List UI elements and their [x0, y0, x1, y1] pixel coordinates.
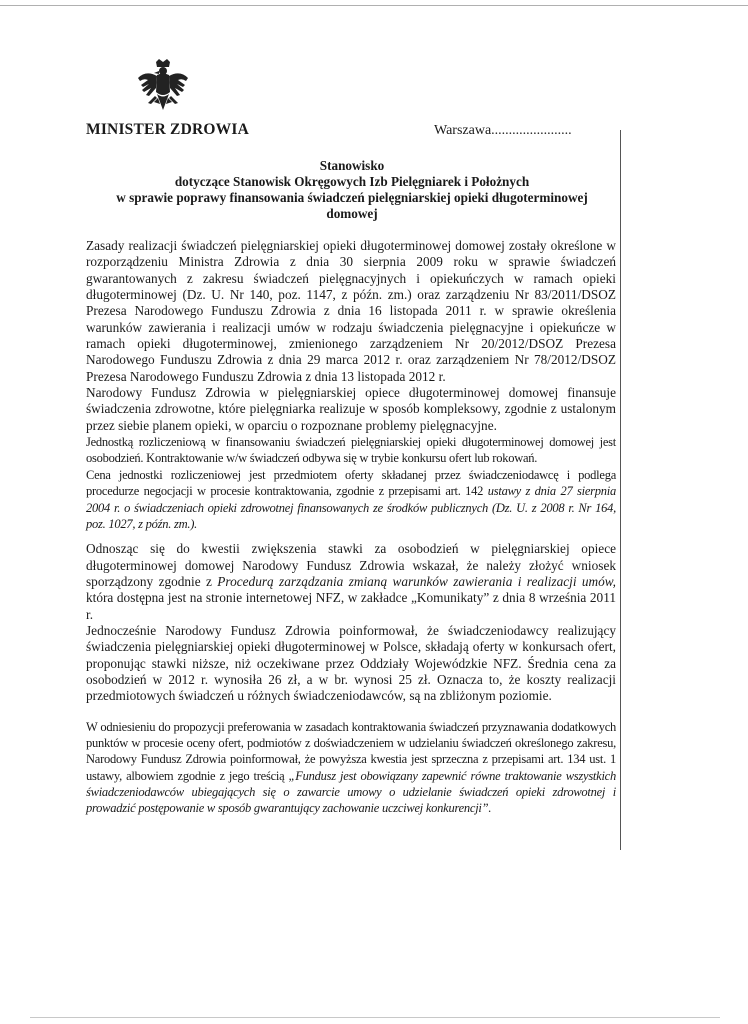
paragraph-rate-request-b: która dostępna jest na stronie internetowej NFZ, w zakładce „Komunikaty” z dnia 8 września 2011 r. — [86, 590, 616, 622]
title-line-1: Stanowisko — [319, 158, 385, 173]
place-date-line: Warszawa....................... — [434, 123, 572, 138]
scan-edge-top — [0, 5, 748, 6]
scan-edge-right — [620, 130, 621, 850]
paragraph-preferences-quote: „Fundusz jest obowiązany zapewnić równe traktowanie wszystkich świadczeniodawców ubiegających się o zawarcie umowy o udzielanie świadczeń opieki zdrowotnej i prowadzić postępowanie w sposób gwarantujący zachowanie uczciwej konkurencji”. — [86, 768, 616, 816]
paragraph-rate-request-procedure: Procedurą zarządzania zmianą warunków zawierania i realizacji umów, — [217, 573, 616, 589]
title-line-2: dotyczące Stanowisk Okręgowych Izb Pielęgniarek i Położnych — [174, 174, 530, 189]
minister-heading: MINISTER ZDROWIA — [86, 121, 249, 138]
title-line-3: w sprawie poprawy finansowania świadczeń pielęgniarskiej opieki długoterminowej — [116, 190, 588, 205]
paragraph-price-levels: Jednocześnie Narodowy Fundusz Zdrowia poinformował, że świadczeniodawcy realizujący świadczenia pielęgniarskiej opieki długoterminowej w Polsce, składają oferty w konkursach ofert, proponując stawki niższe, niż oczekiwane przez Oddziały Wojewódzkie NFZ. Średnia cena za osobodzień w 2012 r. wynosiła 26 zł, a w br. wynosi 25 zł. Oznacza to, że koszty realizacji przedmiotowych świadczeń u różnych świadczeniodawców, są na zbliżonym poziomie. — [86, 622, 616, 704]
paragraph-rate-request-a: Odnosząc się do kwestii zwiększenia stawki za osobodzień w pielęgniarskiej opiece długoterminowej domowej Narodowy Fundusz Zdrowia wskazał, że należy złożyć wniosek sporządzony zgodnie z — [86, 541, 616, 589]
paragraph-preferences-text: W odniesieniu do propozycji preferowania w zasadach kontraktowania świadczeń przyznawania dodatkowych punktów w procesie oceny ofert, podmiotów z doświadczeniem w udzielaniu świadczeń określonego zakresu, Narodowy Fundusz Zdrowia poinformował, że powyższa kwestia jest sprzeczna z przepisami art. 134 ust. 1 ustawy, albowiem zgodnie z jego treścią — [86, 719, 616, 783]
document-title — [86, 158, 618, 222]
scan-edge-bottom — [30, 1017, 720, 1018]
paragraph-preferences — [86, 719, 616, 817]
paragraph-nfz-financing: Narodowy Fundusz Zdrowia w pielęgniarskiej opiece długoterminowej domowej finansuje świadczenia zdrowotne, które pielęgniarka realizuje w sposób kompleksowy, zgodnie z ustalonym przez siebie planem opieki, w oparciu o rozpoznane problemy pielęgnacyjne. — [86, 385, 616, 433]
paragraph-legal-basis: Zasady realizacji świadczeń pielęgniarskiej opieki długoterminowej domowej zostały określone w rozporządzeniu Ministra Zdrowia z dnia 30 sierpnia 2009 roku w sprawie świadczeń gwarantowanych z zakresu świadczeń pielęgnacyjnych i opiekuńczych w ramach opieki długoterminowej (Dz. U. Nr 140, poz. 1147, z późn. zm.) oraz zarządzeniu Nr 83/2011/DSOZ Prezesa Narodowego Funduszu Zdrowia z dnia 16 listopada 2011 r. w sprawie określenia warunków zawierania i realizacji umów w rodzaju świadczenia pielęgnacyjne i opiekuńcze w ramach opieki długoterminowej, zmienionego zarządzeniem Nr 20/2012/DSOZ Prezesa Narodowego Funduszu Zdrowia z dnia 29 marca 2012 r. oraz zarządzeniem Nr 78/2012/DSOZ Prezesa Narodowego Funduszu Zdrowia z dnia 13 listopada 2012 r. — [86, 238, 616, 384]
paragraph-rate-request — [86, 541, 616, 623]
paragraph-price-text: Cena jednostki rozliczeniowej jest przedmiotem oferty składanej przez świadczeniodawcę i podlega procedurze negocjacji w procesie kontraktowania, zgodnie z przepisami art. 142 — [86, 467, 616, 499]
title-line-4: domowej — [326, 206, 378, 221]
eagle-emblem-icon — [136, 58, 190, 116]
paragraph-price — [86, 467, 616, 532]
paragraph-price-citation: ustawy z dnia 27 sierpnia 2004 r. o świadczeniach opieki zdrowotnej finansowanych ze środków publicznych (Dz. U. z 2008 r. Nr 164, poz. 1027, z późn. zm.). — [86, 484, 616, 531]
document-body — [86, 238, 616, 817]
paragraph-unit: Jednostką rozliczeniową w finansowaniu świadczeń pielęgniarskiej opieki długoterminowej domowej jest osobodzień. Kontraktowanie w/w świadczeń odbywa się w trybie konkursu ofert lub rokowań. — [86, 435, 616, 466]
